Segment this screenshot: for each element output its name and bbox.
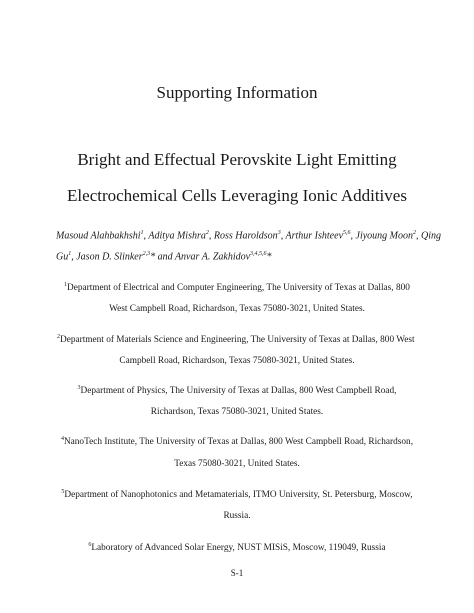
affiliation-text: Department of Electrical and Computer Engineering, The University of Texas at Dallas, 800 [67, 283, 410, 294]
affiliation-mark: 1 [64, 282, 67, 288]
paper-title-line-1: Bright and Effectual Perovskite Light Emitting [77, 150, 397, 169]
affiliation-4-line-2: Texas 75080-3021, United States. [174, 459, 300, 469]
affiliation-2-line-2: Campbell Road, Richardson, Texas 75080-3021, United States. [119, 356, 355, 366]
author-affiliation-mark: 5,6 [343, 230, 351, 236]
author-separator: , [350, 230, 356, 242]
affiliation-mark: 6 [88, 542, 92, 548]
affiliation-text: Department of Physics, The University of Texas at Dallas, 800 West Campbell Road, [80, 386, 397, 397]
affiliation-3-line-2: Richardson, Texas 75080-3021, United States. [150, 407, 324, 417]
affiliation-text: Department of Materials Science and Engineering, The University of Texas at Dallas, 800 West [60, 335, 415, 346]
author-name: Jason D. Slinker [76, 251, 143, 263]
author-name: Aditya Mishra [148, 230, 206, 242]
affiliation-1-line-2: West Campbell Road, Richardson, Texas 75080-3021, United States. [109, 304, 365, 314]
author-affiliation-mark: 2 [205, 230, 209, 236]
author-name: Anvar A. Zakhidov [174, 251, 251, 263]
author-separator: , [71, 251, 77, 263]
author-affiliation-mark: 3 [277, 230, 281, 236]
affiliation-3-line-1 [0, 385, 474, 396]
affiliation-text: NanoTech Institute, The University of Texas at Dallas, 800 West Campbell Road, Richardson, [63, 437, 414, 448]
supporting-information-heading: Supporting Information [156, 83, 318, 102]
author-separator: * [266, 251, 272, 263]
affiliation-4-line-1 [0, 436, 474, 447]
author-separator: , [280, 230, 286, 242]
author-separator: , [143, 230, 149, 242]
affiliation-mark: 5 [61, 489, 65, 495]
author-name-first-part: Qing [421, 230, 442, 242]
author-affiliation-mark: 2 [413, 230, 417, 236]
affiliation-mark: 4 [60, 436, 64, 442]
author-separator: , [208, 230, 214, 242]
affiliation-2-line-1 [57, 334, 415, 345]
paper-title-line-2: Electrochemical Cells Leveraging Ionic Additives [67, 186, 407, 205]
page-number: S-1 [230, 568, 244, 578]
affiliation-5-line-1 [0, 489, 474, 500]
affiliation-mark: 3 [77, 385, 81, 391]
affiliation-1-line-1 [64, 282, 410, 293]
author-affiliation-mark: 1 [68, 251, 72, 257]
author-affiliation-mark: 2,3 [142, 251, 151, 257]
affiliation-text: Department of Nanophotonics and Metamaterials, ITMO University, St. Petersburg, Moscow, [64, 490, 413, 501]
affiliation-text: Laboratory of Advanced Solar Energy, NUST MISiS, Moscow, 119049, Russia [91, 543, 386, 554]
author-separator: * and [150, 251, 175, 263]
affiliation-5-line-2: Russia. [223, 511, 251, 521]
author-name: Ross Haroldson [213, 230, 278, 242]
author-name: Arthur Ishteev [285, 230, 344, 242]
author-name: Jiyoung Moon [355, 230, 414, 242]
author-list-line-2 [56, 251, 272, 262]
author-separator: , [416, 230, 422, 242]
affiliation-mark: 2 [57, 334, 60, 340]
author-name-last-part: Gu [56, 251, 69, 263]
author-affiliation-mark: 1 [140, 230, 144, 236]
author-list-line-1 [56, 230, 441, 241]
affiliation-6-line-1 [0, 542, 474, 553]
author-name: Masoud Alahbakhshi [56, 230, 141, 242]
author-affiliation-mark: 3,4,5,6 [250, 251, 267, 257]
